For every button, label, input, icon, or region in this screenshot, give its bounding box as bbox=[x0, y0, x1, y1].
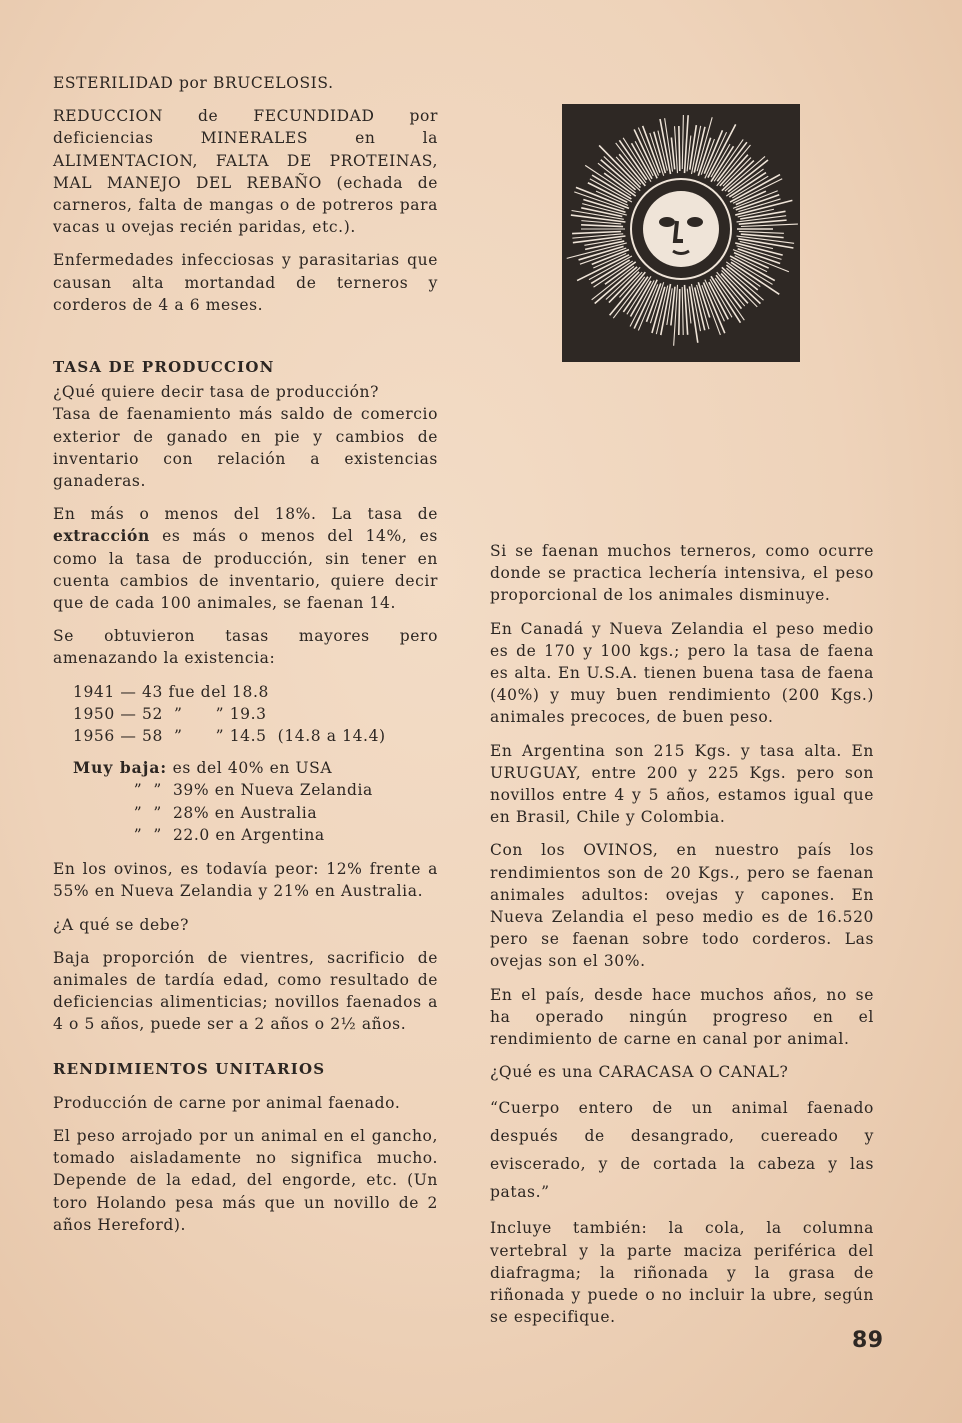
paragraph-sterility: ESTERILIDAD por BRUCELOSIS. bbox=[53, 74, 334, 92]
paragraph-fecundity: REDUCCION de FECUNDIDAD por deficiencias MINERALES en la ALIMENTACION, FALTA DE PROTEINAS, MAL MANEJO DEL REBAÑO (echada de carneros, falta de mangas o de potreros para vacas u ovejas recién paridas, etc.). bbox=[53, 107, 438, 237]
rates-row: 1956 — 58 ” ” 14.5 (14.8 a 14.4) bbox=[73, 727, 386, 746]
rates-row: 1950 — 52 ” ” 19.3 bbox=[73, 704, 267, 723]
low-rates-row: ” ” 22.0 en Argentina bbox=[73, 825, 325, 844]
right-column bbox=[490, 540, 874, 1339]
rates-row: 1941 — 43 fue del 18.8 bbox=[73, 682, 269, 701]
question-tasa: ¿Qué quiere decir tasa de producción? bbox=[53, 383, 380, 402]
low-rates-row: ” ” 39% en Nueva Zelandia bbox=[73, 781, 373, 800]
paragraph-causes: Baja proporción de vientres, sacrificio de animales de tardía edad, como resultado de deficiencias alimenticias; novillos faenados a 4 o 5 años, puede ser a 2 años o 2½ años. bbox=[53, 948, 438, 1034]
sun-face-illustration bbox=[562, 104, 800, 362]
paragraph-extraccion: En más o menos del 18%. La tasa de extracción es más o menos del 14%, es como la tasa de producción, sin tener en cuenta cambios de inventario, quiere decir que de cada 100 animales, se faenan 14. bbox=[53, 505, 438, 613]
paragraph-ovinos-rendimiento: Con los OVINOS, en nuestro país los rendimientos son de 20 Kgs., pero se faenan animales adultos: ovejas y capones. En Nueva Zelandia el peso medio es de 16.520 pero se faenan sobre todo corderos. Las ovejas son el 30%. bbox=[490, 841, 874, 971]
low-rates-row: ” ” 28% en Australia bbox=[73, 803, 318, 822]
low-rates-list bbox=[73, 757, 438, 846]
paragraph-progreso: En el país, desde hace muchos años, no se ha operado ningún progreso en el rendimiento de carne en canal por animal. bbox=[490, 985, 874, 1049]
paragraph-argentina: En Argentina son 215 Kgs. y tasa alta. En URUGUAY, entre 200 y 225 Kgs. pero son novillos entre 4 y 5 años, estamos igual que en Brasil, Chile y Colombia. bbox=[490, 741, 874, 827]
sun-face-icon bbox=[562, 104, 800, 362]
sun-face bbox=[643, 191, 719, 267]
heading-tasa-produccion: TASA DE PRODUCCION bbox=[53, 358, 275, 377]
low-rates-row: es del 40% en USA bbox=[167, 759, 333, 778]
question-canal: ¿Qué es una CARACASA O CANAL? bbox=[490, 1063, 789, 1082]
paragraph-terneros: Si se faenan muchos terneros, como ocurre donde se practica lechería intensiva, el peso proporcional de los animales disminuye. bbox=[490, 542, 874, 605]
paragraph-incluye: Incluye también: la cola, la columna vertebral y la parte maciza periférica del diafragma; la riñonada y la grasa de riñonada y puede o no incluir la ubre, según se especifique. bbox=[490, 1219, 874, 1327]
paragraph-canada: En Canadá y Nueva Zelandia el peso medio es de 170 y 100 kgs.; pero la tasa de faena es alta. En U.S.A. tienen buena tasa de faena (40%) y muy buen rendimiento (200 Kgs.) animales precoces, de buen peso. bbox=[490, 619, 874, 727]
question-a-que-se-debe: ¿A qué se debe? bbox=[53, 915, 189, 934]
paragraph-tasas-mayores: Se obtuvieron tasas mayores pero amenazando la existencia: bbox=[53, 627, 438, 668]
paragraph-diseases: Enfermedades infecciosas y parasitarias que causan alta mortandad de terneros y corderos de 4 a 6 meses. bbox=[53, 251, 438, 314]
paragraph-peso-gancho: El peso arrojado por un animal en el gancho, tomado aisladamente no significa mucho. Depende de la edad, del engorde, etc. (Un toro Holando pesa más que un novillo de 2 años Hereford). bbox=[53, 1126, 438, 1234]
rates-table bbox=[73, 681, 438, 748]
sun-face-right-eye bbox=[687, 217, 703, 227]
paragraph-tasa-definition: Tasa de faenamiento más saldo de comercio exterior de ganado en pie y cambios de inventario con relación a existencias ganaderas. bbox=[53, 405, 438, 491]
page-number: 89 bbox=[852, 1328, 884, 1353]
paragraph-ovinos: En los ovinos, es todavía peor: 12% frente a 55% en Nueva Zelandia y 21% en Australia. bbox=[53, 860, 438, 901]
quote-definition: “Cuerpo entero de un animal faenado después de desangrado, cuereado y eviscerado, y de cortada la cabeza y las patas.” bbox=[490, 1099, 874, 1202]
paragraph-produccion-carne: Producción de carne por animal faenado. bbox=[53, 1093, 401, 1112]
sun-face-left-eye bbox=[659, 217, 675, 227]
heading-rendimientos: RENDIMIENTOS UNITARIOS bbox=[53, 1059, 326, 1078]
low-rates-label: Muy baja: bbox=[73, 758, 168, 778]
left-column bbox=[53, 72, 438, 1247]
